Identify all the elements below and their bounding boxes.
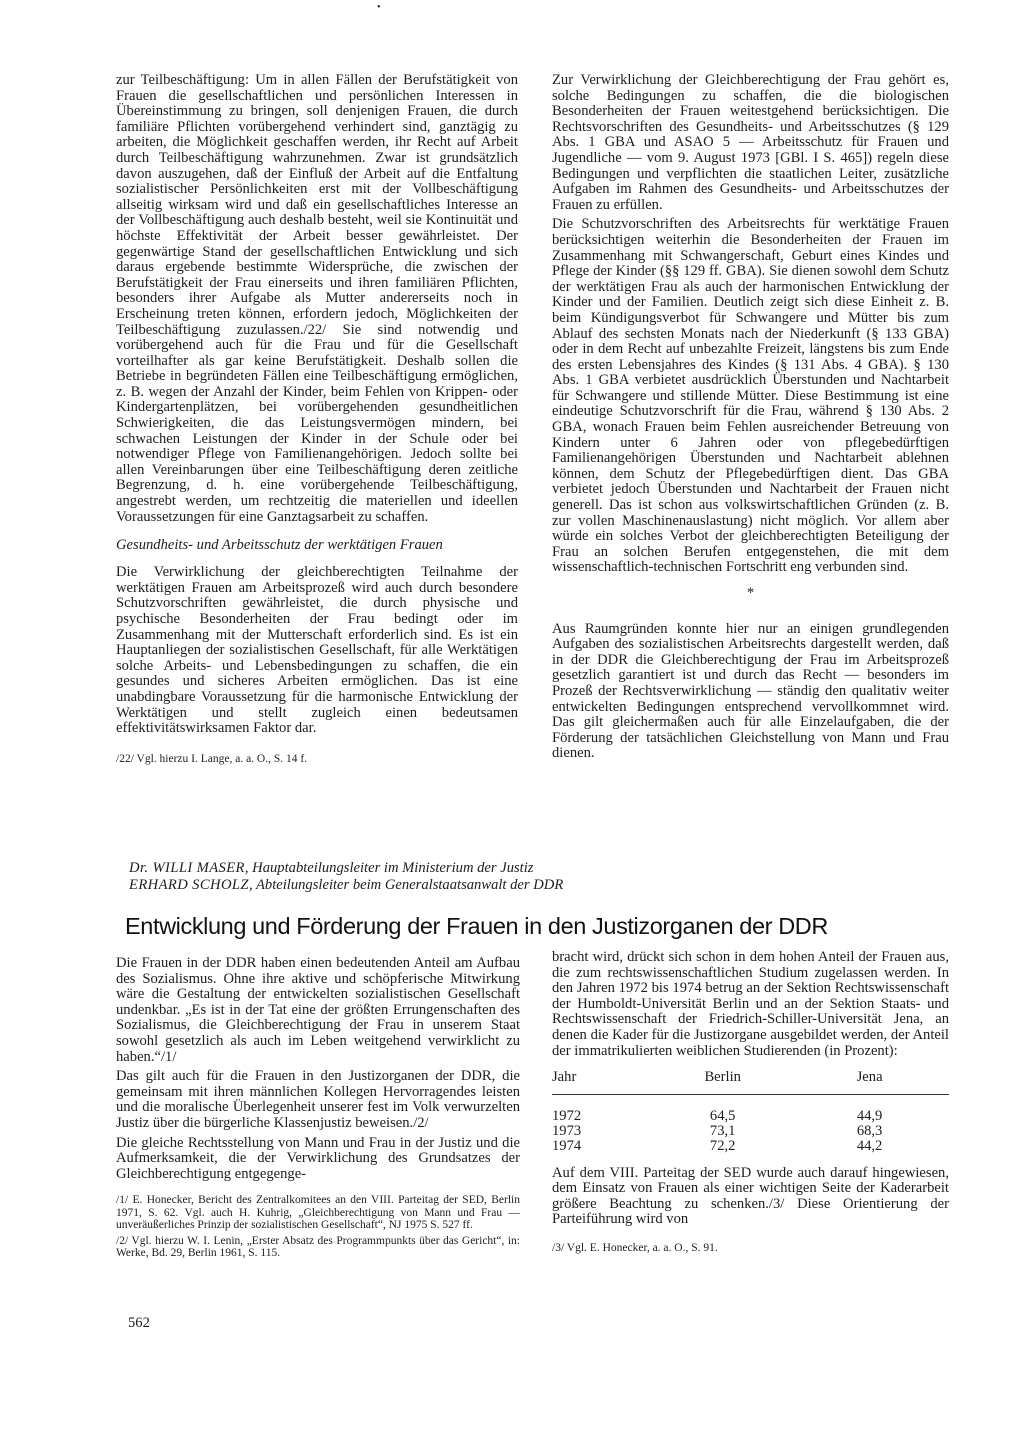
paragraph: Die Frauen in der DDR haben einen bedeutenden Anteil am Aufbau des Sozialismus. Ohne ihre aktive und schöpferische Mitwirkung wäre die Gestaltung der entwickelten sozialistischen Gesellschaft undenkbar. „Es ist in der Tat eine der größten Errungenschaften des Sozialismus, die Gleichberechtigung der Frau in unserem Staat sowohl gesetzlich als auch im Leben weitgehend verwirklicht zu haben.“/1/ — [116, 955, 520, 1065]
table-row — [552, 1124, 949, 1139]
paragraph: Auf dem VIII. Parteitag der SED wurde auch darauf hingewiesen, dem Einsatz von Frauen als einer wichtigen Seite der Kaderarbeit größere Beachtung zu schenken./3/ Diese Orientierung der Parteiführung wird von — [552, 1164, 949, 1228]
paragraph: Die Schutzvorschriften des Arbeitsrechts für werktätige Frauen berücksichtigen weiterhin die Besonderheiten der Frauen im Zusammenhang mit Schwangerschaft, Geburt eines Kindes und Pflege der Kinder (§§ 129 ff. GBA). Sie dienen sowohl dem Schutz der werktätigen Frau als auch der harmonischen Entwicklung der Kinder und der Familien. Deutlich zeigt sich diese Einheit z. B. beim Kündigungsverbot für Schwangere und Mütter bis zum Ablauf des sechsten Monats nach der Niederkunft (§ 133 GBA) oder in dem Recht auf unbezahlte Freizeit, längstens bis zum Ende des ersten Lebensjahres des Kindes (§ 131 Abs. 4 GBA). § 130 Abs. 1 GBA verbietet ausdrücklich Überstunden und Nachtarbeit für Schwangere und stillende Mütter. Diese Bestimmung ist eine eindeutige Schutzvorschrift für die Frau, während § 130 Abs. 2 GBA, wonach Frauen beim Fehlen ausreichender Betreuung von Kindern unter 6 Jahren oder von pflegebedürftigen Familienangehörigen Überstunden und Nachtarbeit ablehnen können, dem Schutz der Pflegebedürftigen dient. Das GBA verbietet jedoch Überstunden und Nachtarbeit der Frauen nicht generell. Das ist schon aus volkswirtschaftlichen Gründen (z. B. zur vollen Maschinenauslastung) nicht möglich. Vor allem aber würde ein solches Verbot der gleichberechtigten Beteiligung der Frau an solchen Berufen entgegenstehen, die mit dem wissenschaftlich-technischen Fortschritt eng verbunden sind. — [552, 216, 949, 576]
paragraph: Aus Raumgründen konnte hier nur an einigen grundlegenden Aufgaben des sozialistischen Arbeitsrechts dargestellt werden, daß in der DDR die Gleichberechtigung der Frau im Arbeitsprozeß gesetzlich garantiert ist und durch das Recht — besonders im Prozeß der Rechtsverwirklichung — ständig den qualitativ weiter entwickelten Bedingungen entsprechend vervollkommnet wird. Das gilt gleichermaßen auch für alle Einzelaufgaben, die der Förderung der tatsächlichen Gleichstellung von Mann und Frau dienen. — [552, 620, 949, 762]
paragraph: Zur Verwirklichung der Gleichberechtigung der Frau gehört es, solche Bedingungen zu schaffen, die die biologischen Besonderheiten der Frauen weitestgehend berücksichtigen. Die Rechtsvorschriften des Gesundheits- und Arbeitsschutzes (§ 129 Abs. 1 GBA und ASAO 5 — Arbeitsschutz für Frauen und Jugendliche — vom 9. August 1973 [GBl. I S. 465]) regeln diese Bedingungen und verpflichten die staatlichen Leiter, zusätzliche Aufgaben im Rahmen des Gesundheits- und Arbeitsschutzes der Frauen zu erfüllen. — [552, 72, 949, 213]
paragraph: Das gilt auch für die Frauen in den Justizorganen der DDR, die gemeinsam mit ihren männlichen Kollegen Hervorragendes leisten und die moralische Überlegenheit unserer fest im Volk verwurzelten Justiz über die bürgerliche Klassenjustiz beweisen./2/ — [116, 1068, 520, 1131]
author-role: Hauptabteilungsleiter im Ministerium der Justiz — [252, 860, 534, 876]
table-cell: 1972 — [552, 1108, 582, 1125]
table-cell: 44,2 — [856, 1137, 883, 1154]
paragraph: Die gleiche Rechtsstellung von Mann und Frau in der Justiz und die Aufmerksamkeit, die der Verwirklichung des Grundsatzes der Gleichberechtigung entgegenge- — [116, 1134, 520, 1182]
table-header-row — [552, 1063, 949, 1095]
column-header: Jahr — [552, 1063, 655, 1095]
table-cell: 44,9 — [856, 1108, 883, 1125]
author-role: Abteilungsleiter beim Generalstaatsanwalt der DDR — [255, 877, 564, 893]
article-left-column — [116, 956, 520, 1263]
enrollment-table — [552, 1063, 949, 1153]
table-cell: 1974 — [552, 1137, 582, 1154]
author-name: Dr. WILLI MASER — [129, 860, 245, 876]
table-cell: 68,3 — [856, 1122, 883, 1139]
right-column — [552, 73, 949, 766]
table-cell: 1973 — [552, 1122, 582, 1139]
column-header: Berlin — [655, 1063, 790, 1095]
table-cell: 73,1 — [709, 1122, 736, 1139]
paragraph: Die Verwirklichung der gleichberechtigten Teilnahme der werktätigen Frauen am Arbeitsprozeß wird auch durch besondere Schutzvorschriften gewährleistet, die durch physische und psychische Besonderheiten der Frau bedingt oder im Zusammenhang mit der Mutterschaft erforderlich sind. Es ist ein Hauptanliegen der sozialistischen Gesellschaft, für alle Werktätigen solche Arbeits- und Lebensbedingungen zu schaffen, die ein gesundes und sicheres Arbeiten ermöglichen. Das ist eine unabdingbare Voraussetzung für die harmonische Entwicklung der Werktätigen und stellt zugleich einen bedeutsamen effektivitätswirksamen Faktor dar. — [116, 564, 518, 737]
table-row — [552, 1095, 949, 1124]
left-column — [116, 73, 518, 768]
column-header: Jena — [790, 1063, 949, 1095]
footnote: /1/ E. Honecker, Bericht des Zentralkomitees an den VIII. Parteitag der SED, Berlin 1971, S. 62. Vgl. auch H. Kuhrig, „Gleichberechtigung von Mann und Frau — unveräußerliches Prinzip der sozialistischen Gesellschaft“, NJ 1975 S. 527 ff. — [116, 1194, 520, 1232]
section-separator: * — [746, 585, 755, 601]
page-number: 562 — [128, 1315, 150, 1331]
author-name: ERHARD SCHOLZ — [129, 877, 249, 893]
footnote: /3/ Vgl. E. Honecker, a. a. O., S. 91. — [552, 1241, 718, 1254]
table-row — [552, 1139, 949, 1154]
table-cell: 64,5 — [709, 1108, 736, 1125]
scan-mark: • — [377, 2, 381, 13]
paragraph: bracht wird, drückt sich schon in dem hohen Anteil der Frauen aus, die zum rechtswissenschaftlichen Studium zugelassen werden. In den Jahren 1972 bis 1974 betrug an der Sektion Rechtswissenschaft der Humboldt-Universität Berlin und an der Sektion Staats- und Rechtswissenschaft der Friedrich-Schiller-Universität Jena, an denen die Kader für die Justizorgane ausgebildet werden, der Anteil der immatrikulierten weiblichen Studierenden (in Prozent): — [552, 949, 949, 1059]
footnote: /22/ Vgl. hierzu I. Lange, a. a. O., S. 14 f. — [116, 752, 308, 765]
author-line-1: Dr. WILLI MASER, Hauptabteilungsleiter im Ministerium der Justiz — [129, 860, 534, 876]
article-title: Entwicklung und Förderung der Frauen in den Justizorganen der DDR — [125, 913, 828, 939]
table-cell: 72,2 — [709, 1137, 736, 1154]
article-right-column — [552, 950, 949, 1257]
paragraph: zur Teilbeschäftigung: Um in allen Fällen der Berufstätigkeit von Frauen die gesellschaftlichen und persönlichen Interessen in Übereinstimmung zu bringen, soll denjenigen Frauen, die durch familiäre Pflichten vorübergehend verhindert sind, ganztägig zu arbeiten, die Möglichkeit geschaffen werden, ihr Recht auf Arbeit durch Teilbeschäftigung wahrzunehmen. Zwar ist grundsätzlich davon auszugehen, daß der Einfluß der Arbeit auf die Entfaltung sozialistischer Persönlichkeiten erst mit der Vollbeschäftigung allseitig wirksam wird und daß ein gesellschaftliches Interesse an der Vollbeschäftigung auch deshalb besteht, weil sie Kontinuität und höchste Effektivität der Arbeit besser gewährleistet. Der gegenwärtige Stand der gesellschaftlichen Entwicklung und sich daraus ergebende bestimmte Widersprüche, die zwischen der Berufstätigkeit der Frau einerseits und ihren familiären Pflichten, besonders ihrer Aufgabe als Mutter andererseits noch in Erscheinung treten können, erfordern jedoch, Möglichkeiten der Teilbeschäftigung zuzulassen./22/ Sie sind notwendig und vorübergehend auch für die Frau und für die Gesellschaft vorteilhafter als gar keine Berufstätigkeit. Deshalb sollen die Betriebe in begründeten Fällen eine Teilbeschäftigung ermöglichen, z. B. wegen der Anzahl der Kinder, beim Fehlen von Krippen- oder Kindergartenplätzen, bei vorübergehenden gesundheitlichen Schwierigkeiten, die das Leistungsvermögen mindern, bei schwachen Leistungen der Kinder in der Schule oder bei notwendiger Pflege von Familienangehörigen. Jedoch sollte bei allen Vereinbarungen über eine Teilbeschäftigung deren zeitliche Begrenzung, d. h. eine vorübergehende Teilbeschäftigung, angestrebt werden, um rechtzeitig die materiellen und ideellen Voraussetzungen für eine Ganztagsarbeit zu schaffen. — [116, 72, 518, 525]
author-line-2: ERHARD SCHOLZ, Abteilungsleiter beim Generalstaatsanwalt der DDR — [129, 877, 564, 893]
section-subheading: Gesundheits- und Arbeitsschutz der werktätigen Frauen — [116, 537, 443, 554]
footnote: /2/ Vgl. hierzu W. I. Lenin, „Erster Absatz des Programmpunkts über das Gericht“, in: Werke, Bd. 29, Berlin 1961, S. 115. — [116, 1234, 520, 1260]
